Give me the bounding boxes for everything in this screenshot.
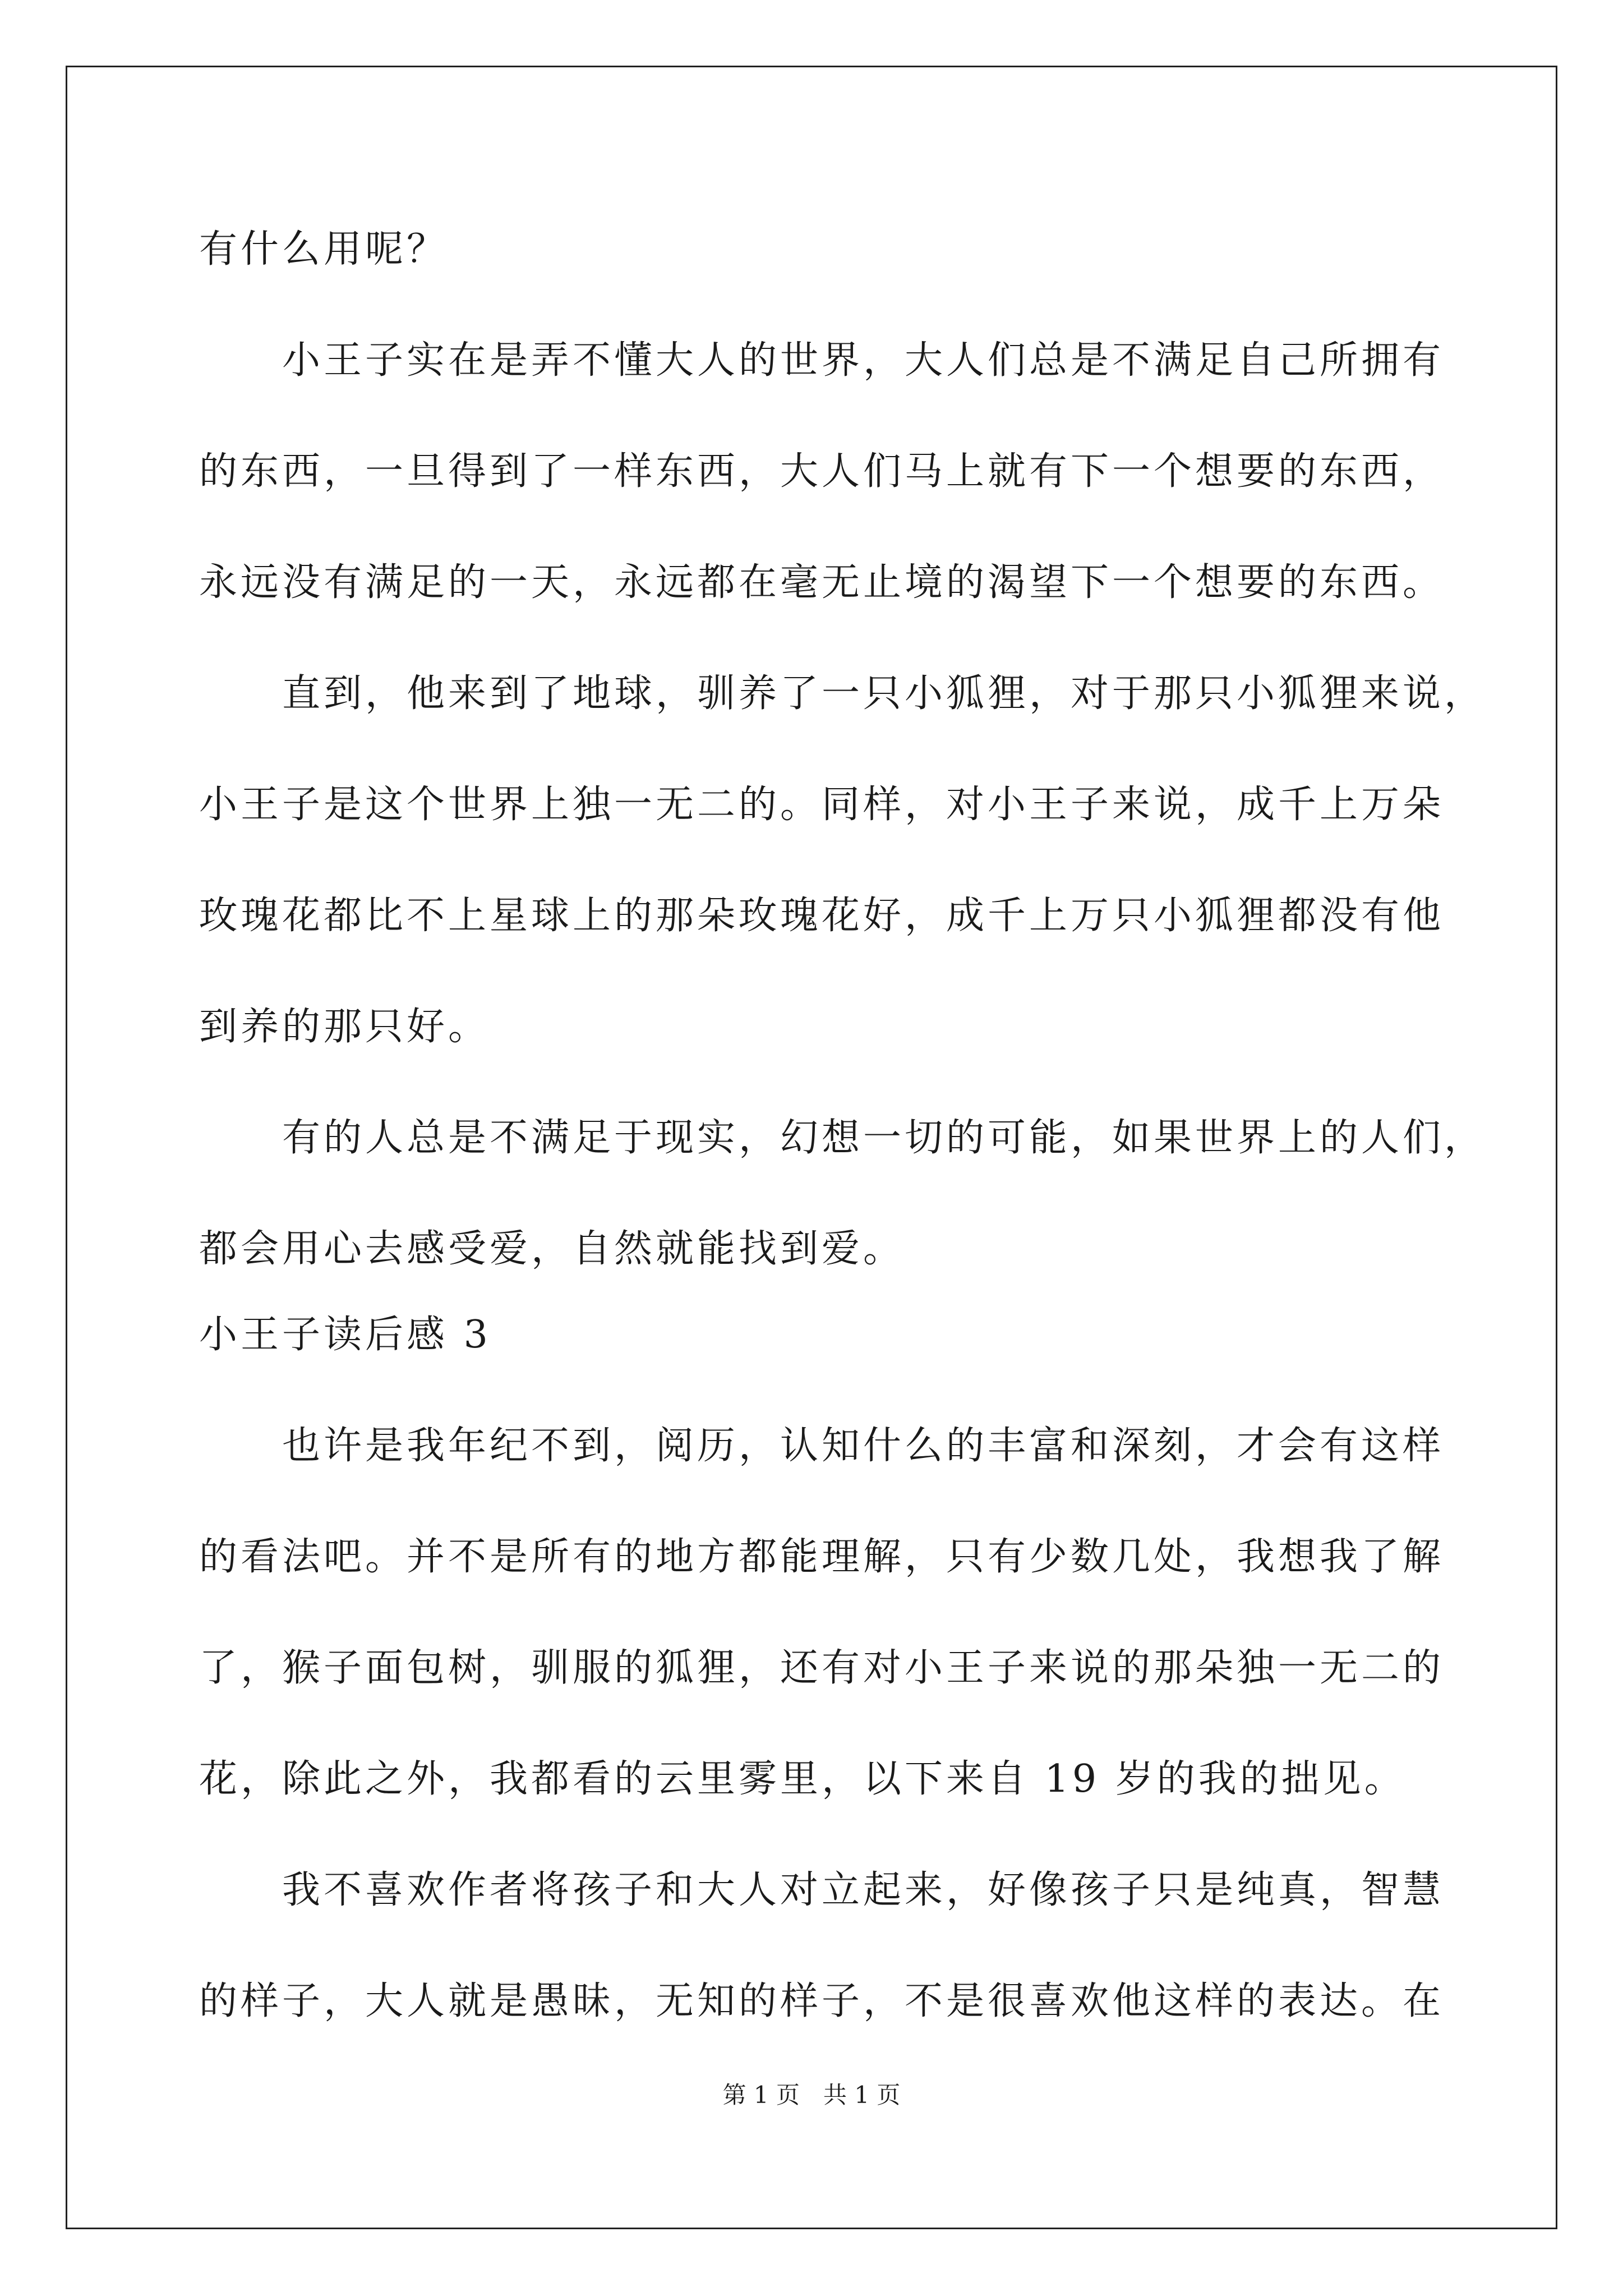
- paragraph-first-line: 小王子实在是弄不懂大人的世界，大人们总是不满足自己所拥有: [282, 338, 1445, 383]
- text-line: 小王子是这个世界上独一无二的。同样，对小王子来说，成千上万朵: [199, 783, 1445, 827]
- text-line: 永远没有满足的一天，永远都在毫无止境的渴望下一个想要的东西。: [199, 560, 1445, 605]
- text-line: 花，除此之外，我都看的云里雾里，以下来自 19 岁的我的拙见。: [199, 1757, 1406, 1801]
- text-line: 都会用心去感受爱，自然就能找到爱。: [199, 1227, 905, 1271]
- text-line: 玫瑰花都比不上星球上的那朵玫瑰花好，成千上万只小狐狸都没有他: [199, 894, 1445, 938]
- section-heading: 小王子读后感 3: [199, 1313, 491, 1357]
- paragraph-first-line: 有的人总是不满足于现实，幻想一切的可能，如果世界上的人们，: [282, 1116, 1486, 1160]
- paragraph-first-line: 直到，他来到了地球，驯养了一只小狐狸，对于那只小狐狸来说，: [282, 671, 1486, 716]
- paragraph-first-line: 也许是我年纪不到，阅历，认知什么的丰富和深刻，才会有这样: [282, 1424, 1445, 1468]
- text-line: 的看法吧。并不是所有的地方都能理解，只有少数几处，我想我了解: [199, 1535, 1445, 1579]
- text-line: 有什么用呢？: [199, 227, 449, 272]
- text-line: 了，猴子面包树，驯服的狐狸，还有对小王子来说的那朵独一无二的: [199, 1646, 1445, 1690]
- text-line: 到养的那只好。: [199, 1005, 490, 1049]
- page-indicator: 第 1 页 共 1 页: [722, 2081, 901, 2109]
- paragraph-first-line: 我不喜欢作者将孩子和大人对立起来，好像孩子只是纯真，智慧: [282, 1868, 1445, 1912]
- text-line: 的样子，大人就是愚昧，无知的样子，不是很喜欢他这样的表达。在: [199, 1979, 1445, 2023]
- text-line: 的东西，一旦得到了一样东西，大人们马上就有下一个想要的东西，: [199, 449, 1445, 494]
